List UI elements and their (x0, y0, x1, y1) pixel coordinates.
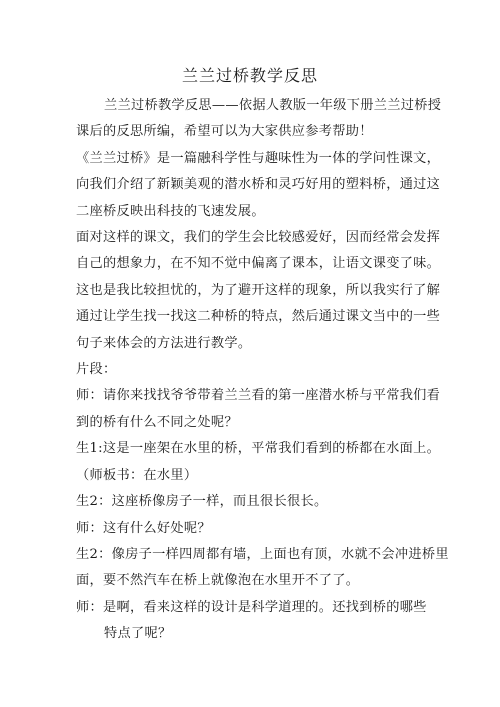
dialogue-line: 师：请你来找找爷爷带着兰兰看的第一座潜水桥与平常我们看 (76, 388, 441, 404)
paragraph-line: 自己的想象力，在不知不觉中偏离了课本，让语文课变了味。 (76, 256, 441, 272)
paragraph-line: 课后的反思所编，希望可以为大家供应参考帮助！ (76, 124, 373, 140)
dialogue-line: 生2：像房子一样四周都有墙，上面也有顶，水就不会冲进桥里 (76, 546, 449, 562)
paragraph-line: 面对这样的课文，我们的学生会比较感爱好，因而经常会发挥 (76, 230, 441, 246)
paragraph-line: 这也是我比较担忧的，为了避开这样的现象，所以我实行了解 (76, 282, 441, 298)
document-title: 兰兰过桥教学反思 (181, 66, 318, 85)
dialogue-line: 生2：这座桥像房子一样，而且很长很长。 (76, 494, 328, 510)
paragraph-line: 《兰兰过桥》是一篇融科学性与趣味性为一体的学问性课文， (76, 150, 441, 166)
document-body (76, 93, 449, 648)
dialogue-line: 面，要不然汽车在桥上就像泡在水里开不了了。 (76, 573, 360, 589)
paragraph-line: 二座桥反映出科技的飞速发展。 (76, 203, 265, 219)
dialogue-line: 生1:这是一座架在水里的桥，平常我们看到的桥都在水面上。 (76, 441, 441, 457)
paragraph-line: 向我们介绍了新颖美观的潜水桥和灵巧好用的塑料桥，通过这 (76, 177, 441, 193)
paragraph-line: 句子来体会的方法进行教学。 (76, 335, 252, 351)
section-label: 片段： (76, 362, 117, 378)
paragraph-line: 通过让学生找一找这二种桥的特点，然后通过课文当中的一些 (76, 309, 441, 325)
dialogue-line: 特点了呢？ (104, 626, 172, 642)
paragraph-line: 兰兰过桥教学反思——依据人教版一年级下册兰兰过桥授 (104, 98, 442, 113)
dialogue-line: 到的桥有什么不同之处呢？ (76, 414, 238, 430)
dialogue-line: （师板书：在水里） (76, 467, 198, 483)
dialogue-line: 师：这有什么好处呢？ (76, 520, 211, 536)
dialogue-line: 师：是啊，看来这样的设计是科学道理的。还找到桥的哪些 (76, 599, 427, 615)
